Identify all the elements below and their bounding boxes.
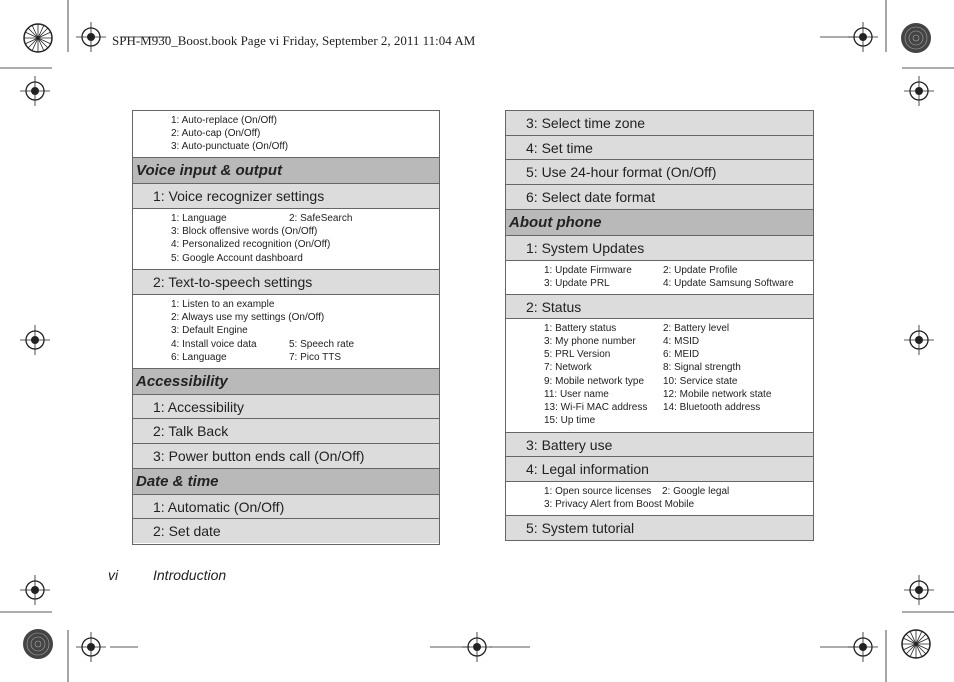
legal-sublist: [506, 482, 813, 516]
system-updates-sublist: [506, 261, 813, 295]
menu-item-accessibility: 1: Accessibility: [133, 395, 439, 419]
sub-line: 1: Update Firmware: [544, 265, 632, 276]
page-number: vi: [108, 567, 119, 583]
menu-item-set-date: 2: Set date: [133, 519, 439, 543]
sub-line: 9: Mobile network type: [544, 376, 645, 387]
menu-item-date-format: 6: Select date format: [506, 185, 813, 210]
sub-line: 13: Wi-Fi MAC address: [544, 402, 648, 413]
menu-item-battery-use: 3: Battery use: [506, 433, 813, 457]
menu-item-time-zone: 3: Select time zone: [506, 111, 813, 136]
sub-line: 3: Privacy Alert from Boost Mobile: [544, 499, 695, 510]
sub-line: 5: Speech rate: [289, 339, 355, 350]
sub-line: 2: SafeSearch: [289, 213, 353, 224]
crosshair-icon: [20, 575, 50, 605]
menu-item-legal-information: 4: Legal information: [506, 457, 813, 482]
sub-line: 1: Listen to an example: [171, 299, 275, 310]
crosshair-icon: [848, 632, 878, 662]
voice-recognizer-sublist: [133, 209, 439, 270]
section-heading-voice: Voice input & output: [133, 158, 439, 184]
print-header: SPH-M930_Boost.book Page vi Friday, September 2, 2011 11:04 AM: [112, 33, 476, 48]
sub-line: 3: Auto-punctuate (On/Off): [171, 141, 289, 152]
registration-target-icon: [896, 624, 936, 664]
sub-line: 2: Auto-cap (On/Off): [171, 128, 261, 139]
auto-options-sublist: [133, 111, 439, 158]
sub-line: 2: Always use my settings (On/Off): [171, 312, 325, 323]
crosshair-icon: [76, 22, 106, 52]
sub-line: 1: Auto-replace (On/Off): [171, 115, 277, 126]
registration-target-icon: [896, 18, 936, 58]
sub-line: 6: MEID: [663, 349, 700, 360]
menu-item-talk-back: 2: Talk Back: [133, 419, 439, 444]
sub-line: 3: Block offensive words (On/Off): [171, 226, 318, 237]
sub-line: 7: Pico TTS: [289, 352, 342, 363]
sub-line: 4: Personalized recognition (On/Off): [171, 239, 331, 250]
sub-line: 2: Update Profile: [663, 265, 738, 276]
sub-line: 3: Default Engine: [171, 325, 248, 336]
sub-line: 4: Update Samsung Software: [663, 278, 794, 289]
menu-item-automatic: 1: Automatic (On/Off): [133, 495, 439, 519]
section-heading-about-phone: About phone: [506, 210, 813, 236]
sub-line: 6: Language: [171, 352, 227, 363]
section-heading-date-time: Date & time: [133, 469, 439, 495]
sub-line: 1: Language: [171, 213, 227, 224]
sub-line: 10: Service state: [663, 376, 738, 387]
crosshair-icon: [904, 575, 934, 605]
sub-line: 11: User name: [544, 389, 609, 400]
sub-line: 5: PRL Version: [544, 349, 611, 360]
sub-line: 8: Signal strength: [663, 362, 741, 373]
sub-line: 5: Google Account dashboard: [171, 253, 303, 264]
menu-item-tts: 2: Text-to-speech settings: [133, 270, 439, 295]
sub-line: 14: Bluetooth address: [663, 402, 761, 413]
sub-line: 3: My phone number: [544, 336, 636, 347]
crosshair-icon: [848, 22, 878, 52]
sub-line: 2: Google legal: [662, 486, 730, 497]
crosshair-icon: [20, 325, 50, 355]
menu-item-system-updates: 1: System Updates: [506, 236, 813, 261]
menu-table-right: [505, 110, 814, 541]
crosshair-icon: [20, 76, 50, 106]
menu-item-system-tutorial: 5: System tutorial: [506, 516, 813, 540]
sub-line: 3: Update PRL: [544, 278, 610, 289]
sub-line: 1: Open source licenses: [544, 486, 652, 497]
menu-item-status: 2: Status: [506, 295, 813, 319]
sub-line: 2: Battery level: [663, 323, 730, 334]
registration-target-icon: [18, 18, 58, 58]
sub-line: 4: Install voice data: [171, 339, 257, 350]
section-heading-accessibility: Accessibility: [133, 369, 439, 395]
crosshair-icon: [904, 76, 934, 106]
status-sublist: [506, 319, 813, 433]
tts-sublist: [133, 295, 439, 369]
menu-item-set-time: 4: Set time: [506, 136, 813, 160]
menu-item-24-hour: 5: Use 24-hour format (On/Off): [506, 160, 813, 185]
menu-table-left: [132, 110, 440, 545]
sub-line: 15: Up time: [544, 415, 596, 426]
sub-line: 4: MSID: [663, 336, 700, 347]
menu-item-voice-recognizer: 1: Voice recognizer settings: [133, 184, 439, 209]
footer-section-title: Introduction: [153, 567, 227, 583]
crosshair-icon: [462, 632, 492, 662]
crosshair-icon: [76, 632, 106, 662]
sub-line: 7: Network: [544, 362, 592, 373]
crosshair-icon: [904, 325, 934, 355]
sub-line: 1: Battery status: [544, 323, 617, 334]
registration-target-icon: [18, 624, 58, 664]
menu-item-power-button: 3: Power button ends call (On/Off): [133, 444, 439, 469]
sub-line: 12: Mobile network state: [663, 389, 772, 400]
